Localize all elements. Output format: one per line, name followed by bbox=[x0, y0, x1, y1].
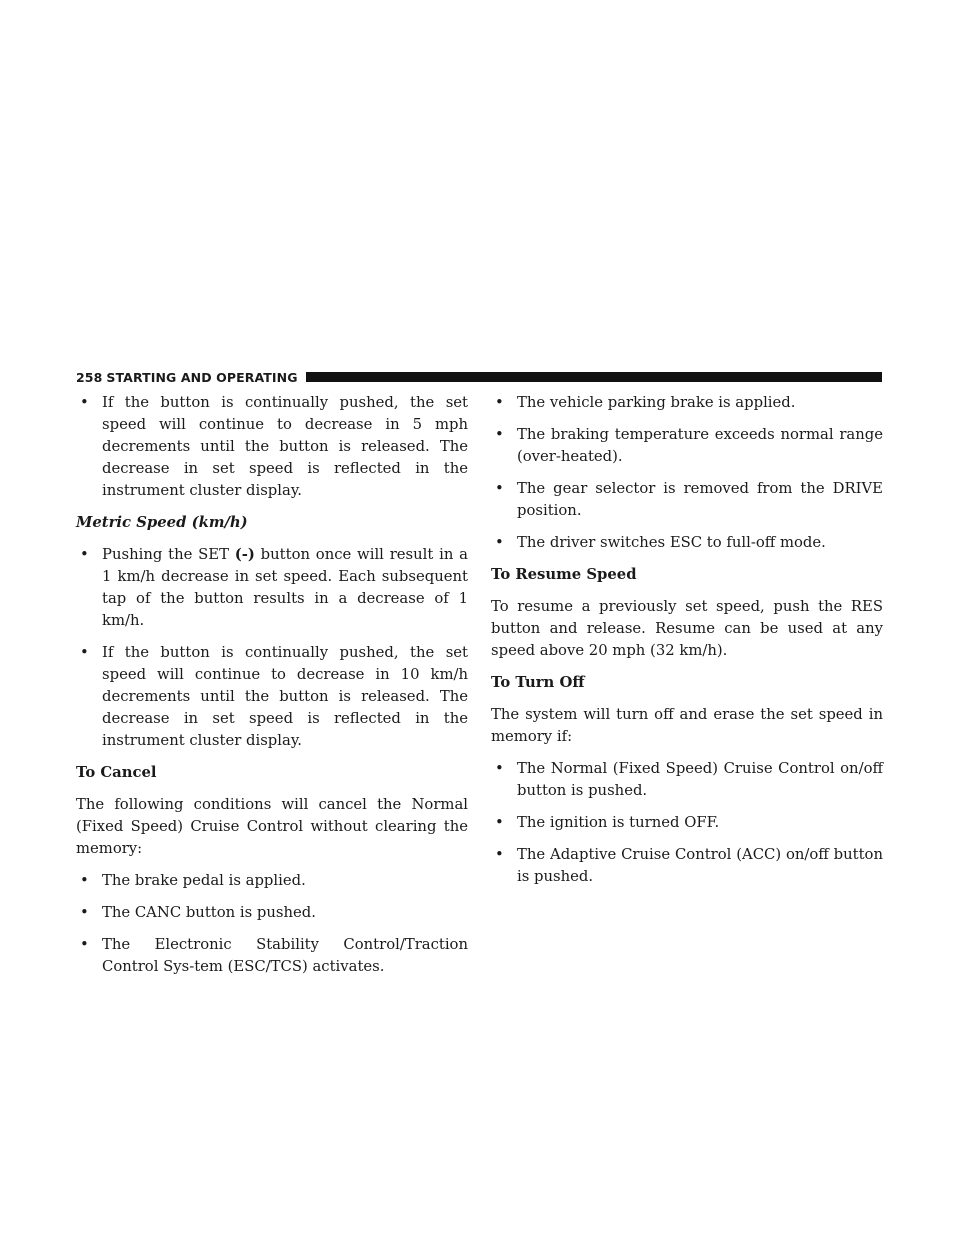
bullet-icon: • bbox=[80, 394, 89, 411]
header-rule bbox=[306, 372, 882, 382]
list-item bbox=[491, 844, 883, 888]
bullet-icon: • bbox=[80, 644, 89, 661]
list-item-text: If the button is continually pushed, the set speed will continue to decrease in 10 km/h decrements until the button is released. The decrease in set speed is reflected in the instrument cluster display. bbox=[102, 644, 468, 749]
cancel-paragraph: The following conditions will cancel the Normal (Fixed Speed) Cruise Control without clearing the memory: bbox=[76, 796, 468, 857]
metric-speed-heading: Metric Speed (km/h) bbox=[76, 514, 248, 531]
to-cancel-heading: To Cancel bbox=[76, 764, 157, 781]
list-item bbox=[76, 934, 468, 978]
list-item bbox=[491, 812, 883, 834]
list-item-text: The Adaptive Cruise Control (ACC) on/off button is pushed. bbox=[517, 846, 883, 885]
list-item-text: The vehicle parking brake is applied. bbox=[517, 394, 796, 411]
to-turn-off-heading: To Turn Off bbox=[491, 674, 585, 691]
list-item-text: The braking temperature exceeds normal range (over-heated). bbox=[517, 426, 883, 465]
bullet-icon: • bbox=[495, 426, 504, 443]
list-item bbox=[76, 870, 468, 892]
list-item-text: The ignition is turned OFF. bbox=[517, 814, 720, 831]
bullet-icon: • bbox=[495, 480, 504, 497]
list-item-text: The driver switches ESC to full-off mode. bbox=[517, 534, 826, 551]
bullet-icon: • bbox=[495, 394, 504, 411]
list-item bbox=[491, 392, 883, 414]
list-item-text-pre: Pushing the SET bbox=[102, 546, 235, 563]
list-item bbox=[491, 424, 883, 468]
list-item-text: The CANC button is pushed. bbox=[102, 904, 316, 921]
bullet-icon: • bbox=[80, 872, 89, 889]
list-item-text: If the button is continually pushed, the set speed will continue to decrease in 5 mph decrements until the button is released. The decrease in set speed is reflected in the instrument cluster display. bbox=[102, 394, 468, 499]
right-column bbox=[491, 392, 883, 898]
page-header bbox=[76, 370, 882, 384]
bullet-icon: • bbox=[495, 814, 504, 831]
list-item bbox=[76, 544, 468, 632]
page-number: 258 bbox=[76, 369, 103, 385]
list-item bbox=[76, 642, 468, 752]
list-item-text: The Normal (Fixed Speed) Cruise Control on/off button is pushed. bbox=[517, 760, 883, 799]
bullet-icon: • bbox=[80, 904, 89, 921]
to-resume-speed-heading: To Resume Speed bbox=[491, 566, 637, 583]
bullet-icon: • bbox=[495, 760, 504, 777]
bullet-icon: • bbox=[80, 546, 89, 563]
resume-paragraph: To resume a previously set speed, push the RES button and release. Resume can be used at any speed above 20 mph (32 km/h). bbox=[491, 598, 883, 659]
list-item-text: The gear selector is removed from the DRIVE position. bbox=[517, 480, 883, 519]
turn-off-paragraph: The system will turn off and erase the set speed in memory if: bbox=[491, 706, 883, 745]
bullet-icon: • bbox=[80, 936, 89, 953]
bullet-icon: • bbox=[495, 534, 504, 551]
list-item bbox=[491, 758, 883, 802]
list-item-text: The brake pedal is applied. bbox=[102, 872, 306, 889]
list-item bbox=[491, 478, 883, 522]
left-column bbox=[76, 392, 468, 988]
list-item-text-post: button once will result in a 1 km/h decrease in set speed. Each subsequent tap of the button results in a decrease of 1 km/h. bbox=[102, 546, 468, 629]
list-item-text: The Electronic Stability Control/Traction Control Sys-tem (ESC/TCS) activates. bbox=[102, 936, 468, 975]
set-minus-label: (-) bbox=[234, 546, 255, 563]
section-title: STARTING AND OPERATING bbox=[106, 369, 298, 385]
list-item bbox=[491, 532, 883, 554]
list-item bbox=[76, 902, 468, 924]
bullet-icon: • bbox=[495, 846, 504, 863]
list-item bbox=[76, 392, 468, 502]
